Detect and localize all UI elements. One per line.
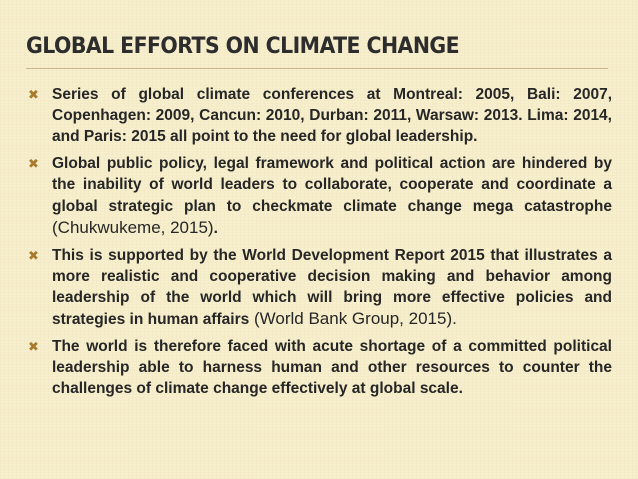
bullet-item-conferences (28, 84, 612, 147)
x-mark-icon: ✖ (28, 339, 39, 354)
bullet-item-leadership-shortage (28, 336, 612, 399)
bullet-text: Global public policy, legal framework and political action are hindered by the inability of world leaders to collaborate, cooperate and coordinate a global strategic plan to checkmate climate change mega catastrophe (52, 155, 612, 215)
bullet-list (28, 84, 612, 405)
x-mark-icon: ✖ (28, 87, 39, 102)
bullet-citation: (World Bank Group, 2015). (249, 309, 457, 328)
slide-title: GLOBAL EFFORTS ON CLIMATE CHANGE (26, 34, 460, 59)
bullet-end: . (213, 220, 218, 237)
bullet-item-world-development-report (28, 245, 612, 330)
title-divider (26, 68, 608, 69)
bullet-item-global-policy (28, 153, 612, 239)
bullet-text: This is supported by the World Development Report 2015 that illustrates a more realistic and cooperative decision making and behavior among leadership of the world which will bring more effective policies and strategies in human affairs (52, 247, 612, 328)
x-mark-icon: ✖ (28, 156, 39, 171)
bullet-citation: (Chukwukeme, 2015) (52, 218, 214, 237)
x-mark-icon: ✖ (28, 248, 39, 263)
bullet-text: Series of global climate conferences at Montreal: 2005, Bali: 2007, Copenhagen: 2009, Cancun: 2010, Durban: 2011, Warsaw: 2013. Lima: 2014, and Paris: 2015 all point to the need for global leadership. (52, 86, 612, 145)
bullet-text: The world is therefore faced with acute shortage of a committed political leadership able to harness human and other resources to counter the challenges of climate change effectively at global scale. (52, 338, 612, 397)
